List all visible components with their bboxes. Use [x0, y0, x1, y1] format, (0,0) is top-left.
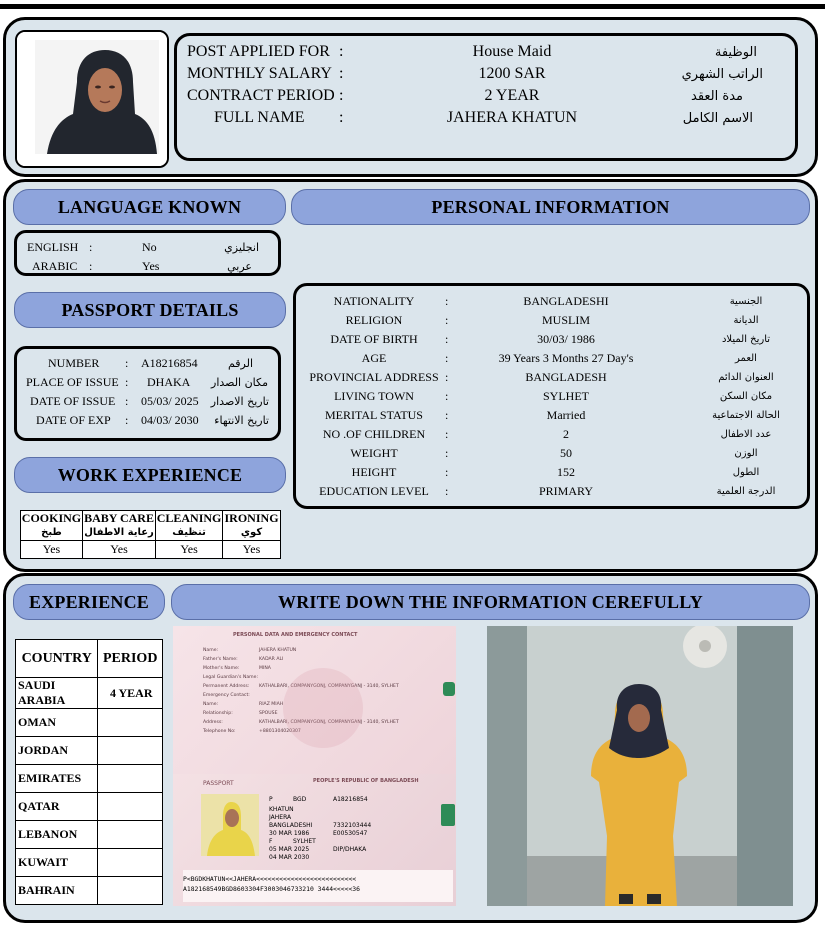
experience-period: [98, 849, 163, 877]
colon: :: [125, 413, 129, 427]
personal-row: [296, 330, 807, 348]
english-row: [27, 239, 272, 255]
colon: :: [125, 394, 129, 408]
personal-value: 30/03/ 1986: [537, 331, 595, 346]
experience-period: [98, 737, 163, 765]
place-of-issue-row: [17, 374, 279, 391]
scan-field-label: Mother's Name:: [203, 666, 240, 671]
passport-scan-image: [173, 626, 456, 906]
personal-label: HEIGHT: [351, 464, 397, 479]
experience-row: [16, 678, 163, 709]
scan-seal: [441, 804, 455, 826]
colon: :: [89, 258, 93, 273]
date-of-exp-row: [17, 412, 279, 429]
experience-row: [16, 849, 163, 877]
place-of-issue-value: DHAKA: [147, 375, 191, 389]
scan-top-page: [173, 626, 456, 774]
passport-number-row: [17, 355, 279, 372]
arabic-value: Yes: [142, 258, 160, 273]
personal-label: LIVING TOWN: [334, 388, 414, 403]
place-of-issue-label: PLACE OF ISSUE: [26, 375, 119, 389]
country-header: COUNTRY: [16, 640, 98, 678]
personal-label: WEIGHT: [350, 445, 398, 460]
passport-number-label: NUMBER: [48, 356, 100, 370]
experience-country: SAUDI ARABIA: [16, 678, 98, 709]
profile-photo: [17, 32, 167, 166]
personal-value: MUSLIM: [541, 312, 590, 327]
full-name-row: [187, 107, 787, 129]
experience-table: [15, 639, 163, 905]
full-body-photo: [487, 626, 793, 906]
work-col-cooking: COOKING طبخ: [21, 511, 83, 541]
date-of-exp-value: 04/03/ 2030: [141, 413, 199, 427]
experience-row: [16, 765, 163, 793]
scan-field-label: Name:: [203, 648, 219, 653]
full-name-label: FULL NAME: [214, 109, 305, 126]
personal-value: 39 Years 3 Months 27 Day's: [498, 350, 634, 365]
personal-row: [296, 387, 807, 405]
language-title: LANGUAGE KNOWN: [13, 189, 286, 225]
personal-label-ar: تاريخ الميلاد: [721, 333, 771, 345]
scan-field-value: MINA: [259, 666, 271, 671]
profile-photo-frame: [15, 30, 169, 168]
scan-surname: KHATUN: [269, 806, 294, 813]
scan-bottom-page: [173, 774, 456, 906]
scan-field-label: Emergency Contact:: [203, 693, 250, 698]
personal-row: [296, 406, 807, 424]
period-header: PERIOD: [98, 640, 163, 678]
scan-number: A18216854: [333, 796, 368, 803]
personal-row: [296, 349, 807, 367]
scan-given: JAHERA: [269, 814, 292, 821]
scan-sex: F: [269, 838, 273, 845]
scan-field-value: +8801304020307: [259, 729, 301, 734]
scan-prev: E00530547: [333, 830, 368, 837]
personal-label-ar: الطول: [732, 466, 760, 478]
personal-label-ar: الدرجة العلمية: [716, 485, 776, 497]
experience-period: [98, 765, 163, 793]
date-of-exp-ar: تاريخ الانتهاء: [214, 414, 269, 427]
personal-label-ar: العنوان الدائم: [718, 371, 774, 383]
work-col-ironing: IRONING كوي: [223, 511, 281, 541]
full-body-photo-svg: [487, 626, 793, 906]
instructions-title: WRITE DOWN THE INFORMATION CEREFULLY: [171, 584, 810, 620]
personal-label-ar: الوزن: [734, 447, 758, 459]
experience-period: [98, 709, 163, 737]
date-of-exp-label: DATE OF EXP: [36, 413, 111, 427]
personal-label: PROVINCIAL ADDRESS: [309, 369, 439, 384]
work-experience-title: WORK EXPERIENCE: [14, 457, 286, 493]
full-name-value: JAHERA KHATUN: [446, 109, 578, 126]
experience-period: [98, 821, 163, 849]
date-of-issue-value: 05/03/ 2025: [141, 394, 199, 408]
contract-period-label: CONTRACT PERIOD: [187, 87, 335, 104]
scan-field: [203, 657, 423, 666]
date-of-issue-ar: تاريخ الاصدار: [210, 395, 269, 408]
scan-field-label: Permanent Address:: [203, 684, 250, 689]
monthly-salary-value: 1200 SAR: [478, 65, 546, 82]
experience-country: OMAN: [16, 709, 98, 737]
work-col-baby-care: BABY CARE رعاية الاطفال: [82, 511, 155, 541]
scan-field-value: KADAR ALI: [259, 657, 284, 662]
personal-label-ar: الحالة الاجتماعية: [712, 409, 780, 421]
details-section: [3, 179, 818, 572]
contract-period-row: [187, 85, 787, 107]
scan-field: [203, 648, 423, 657]
experience-row: [16, 737, 163, 765]
scan-code: BGD: [293, 796, 307, 803]
monthly-salary-label: MONTHLY SALARY: [187, 65, 332, 82]
experience-country: KUWAIT: [16, 849, 98, 877]
scan-holder-photo: [201, 794, 259, 856]
personal-title: PERSONAL INFORMATION: [291, 189, 810, 225]
experience-period: [98, 793, 163, 821]
arabic-label: ARABIC: [32, 258, 78, 273]
work-col-cleaning: CLEANING تنظيف: [156, 511, 223, 541]
date-of-issue-row: [17, 393, 279, 410]
monthly-salary-ar: الراتب الشهري: [681, 66, 763, 82]
scan-mrz-line-2: A182168549BGD8603304F3003046733210 3444<<<<<36: [183, 885, 360, 893]
scan-nationality: BANGLADESHI: [269, 822, 313, 829]
ironing-value: Yes: [223, 541, 281, 559]
passport-number-value: A18216854: [141, 356, 198, 370]
scan-field-label: Legal Guardian's Name:: [203, 675, 259, 680]
passport-title: PASSPORT DETAILS: [14, 292, 286, 328]
colon: :: [445, 445, 449, 460]
personal-label-ar: الجنسية: [729, 295, 763, 307]
work-header-row: [21, 511, 281, 541]
personal-value: BANGLADESH: [525, 369, 607, 384]
scan-field-value: KATHALBARI, COMPANYGONJ, COMPANYGANJ - 3140, SYLHET: [259, 684, 399, 689]
experience-country: QATAR: [16, 793, 98, 821]
experience-row: [16, 709, 163, 737]
scan-emblem: [443, 682, 455, 696]
colon: :: [339, 109, 344, 126]
cleaning-value: Yes: [156, 541, 223, 559]
colon: :: [339, 43, 344, 60]
personal-row: [296, 463, 807, 481]
personal-info-box: [293, 283, 810, 509]
english-ar: انجليزي: [224, 240, 259, 254]
job-summary-box: [174, 33, 798, 161]
personal-row: [296, 368, 807, 386]
experience-title: EXPERIENCE: [13, 584, 165, 620]
personal-label: DATE OF BIRTH: [330, 331, 418, 346]
colon: :: [89, 239, 93, 254]
scan-field-label: Telephone No:: [203, 729, 236, 734]
experience-section: [3, 573, 818, 923]
passport-box: [14, 346, 281, 441]
scan-field-label: Name:: [203, 702, 219, 707]
personal-label: NATIONALITY: [333, 293, 415, 308]
cooking-value: Yes: [21, 541, 83, 559]
scan-field-label: Father's Name:: [203, 657, 238, 662]
experience-row: [16, 793, 163, 821]
personal-value: 152: [557, 464, 575, 479]
post-applied-ar: الوظيفة: [714, 44, 757, 60]
scan-issue: 05 MAR 2025: [269, 846, 310, 853]
colon: :: [445, 483, 449, 498]
experience-row: [16, 877, 163, 905]
scan-pob: SYLHET: [293, 838, 316, 845]
scan-dob: 30 MAR 1986: [269, 830, 310, 837]
colon: :: [339, 87, 344, 104]
scan-field-label: Address:: [203, 720, 223, 725]
colon: :: [125, 375, 129, 389]
header-section: [3, 17, 818, 177]
experience-country: LEBANON: [16, 821, 98, 849]
monthly-salary-row: [187, 63, 787, 85]
top-rule: [0, 4, 825, 9]
experience-header-row: [16, 640, 163, 678]
scan-heading: PERSONAL DATA AND EMERGENCY CONTACT: [233, 632, 358, 638]
experience-rows: [16, 678, 163, 905]
language-box: [14, 230, 281, 276]
personal-label-ar: الديانة: [733, 314, 759, 326]
colon: :: [339, 65, 344, 82]
colon: :: [445, 426, 449, 441]
place-of-issue-ar: مكان الصدار: [211, 376, 268, 389]
personal-label: NO .OF CHILDREN: [322, 426, 426, 441]
personal-label: AGE: [361, 350, 387, 365]
personal-label: EDUCATION LEVEL: [319, 483, 429, 498]
colon: :: [445, 350, 449, 365]
work-value-row: [21, 541, 281, 559]
scan-field-value: SPOUSE: [259, 711, 278, 716]
scan-passport-label: PASSPORT: [203, 780, 234, 787]
personal-row: [296, 292, 807, 310]
scan-expiry: 04 MAR 2030: [269, 854, 310, 861]
scan-mrz-line-1: P<BGDKHATUN<<JAHERA<<<<<<<<<<<<<<<<<<<<<<<<<<: [183, 875, 357, 883]
contract-period-ar: مدة العقد: [691, 88, 743, 104]
personal-label-ar: مكان السكن: [719, 390, 773, 402]
colon: :: [445, 369, 449, 384]
personal-label: RELIGION: [345, 312, 403, 327]
scan-type: P: [269, 796, 273, 803]
personal-value: 50: [560, 445, 572, 460]
full-name-ar: الاسم الكامل: [682, 110, 753, 126]
personal-value: BANGLADESHI: [523, 293, 609, 308]
english-label: ENGLISH: [27, 239, 79, 254]
scan-field-value: RIAZ MIAH: [259, 702, 284, 707]
personal-value: SYLHET: [543, 388, 589, 403]
personal-row: [296, 311, 807, 329]
passport-number-ar: الرقم: [227, 357, 253, 370]
scan-mrz: [183, 870, 453, 902]
scan-holder-photo-svg: [201, 794, 259, 856]
personal-row: [296, 444, 807, 462]
baby-care-value: Yes: [82, 541, 155, 559]
experience-period: [98, 877, 163, 905]
arabic-ar: عربي: [227, 259, 252, 273]
contract-period-value: 2 YEAR: [484, 87, 540, 104]
experience-country: BAHRAIN: [16, 877, 98, 905]
experience-row: [16, 821, 163, 849]
colon: :: [445, 464, 449, 479]
personal-label-ar: عدد الاطفال: [720, 428, 772, 440]
personal-value: Married: [546, 407, 586, 422]
personal-label: MERITAL STATUS: [325, 407, 423, 422]
arabic-row: [27, 258, 272, 274]
colon: :: [125, 356, 129, 370]
personal-value: PRIMARY: [538, 483, 594, 498]
experience-period: 4 YEAR: [98, 678, 163, 709]
colon: :: [445, 407, 449, 422]
post-applied-label: POST APPLIED FOR: [187, 43, 330, 60]
scan-country-line: PEOPLE'S REPUBLIC OF BANGLADESH: [313, 778, 419, 784]
post-applied-row: [187, 41, 787, 63]
date-of-issue-label: DATE OF ISSUE: [30, 394, 116, 408]
colon: :: [445, 388, 449, 403]
personal-row: [296, 425, 807, 443]
personal-label-ar: العمر: [735, 352, 757, 364]
personal-row: [296, 482, 807, 500]
scan-authority: DIP/DHAKA: [333, 846, 367, 853]
experience-country: EMIRATES: [16, 765, 98, 793]
scan-field-value: KATHALBARI, COMPANYGONJ, COMPANYGANJ - 3140, SYLHET: [259, 720, 399, 725]
work-experience-table: [20, 510, 281, 559]
personal-value: 2: [563, 426, 569, 441]
english-value: No: [142, 239, 157, 254]
colon: :: [445, 312, 449, 327]
scan-watermark: [283, 668, 363, 748]
scan-field-label: Relationship:: [203, 711, 233, 716]
post-applied-value: House Maid: [472, 43, 552, 60]
colon: :: [445, 331, 449, 346]
scan-personal-no: 7332103444: [333, 822, 372, 829]
scan-field-value: JAHERA KHATUN: [259, 648, 297, 653]
experience-country: JORDAN: [16, 737, 98, 765]
colon: :: [445, 293, 449, 308]
